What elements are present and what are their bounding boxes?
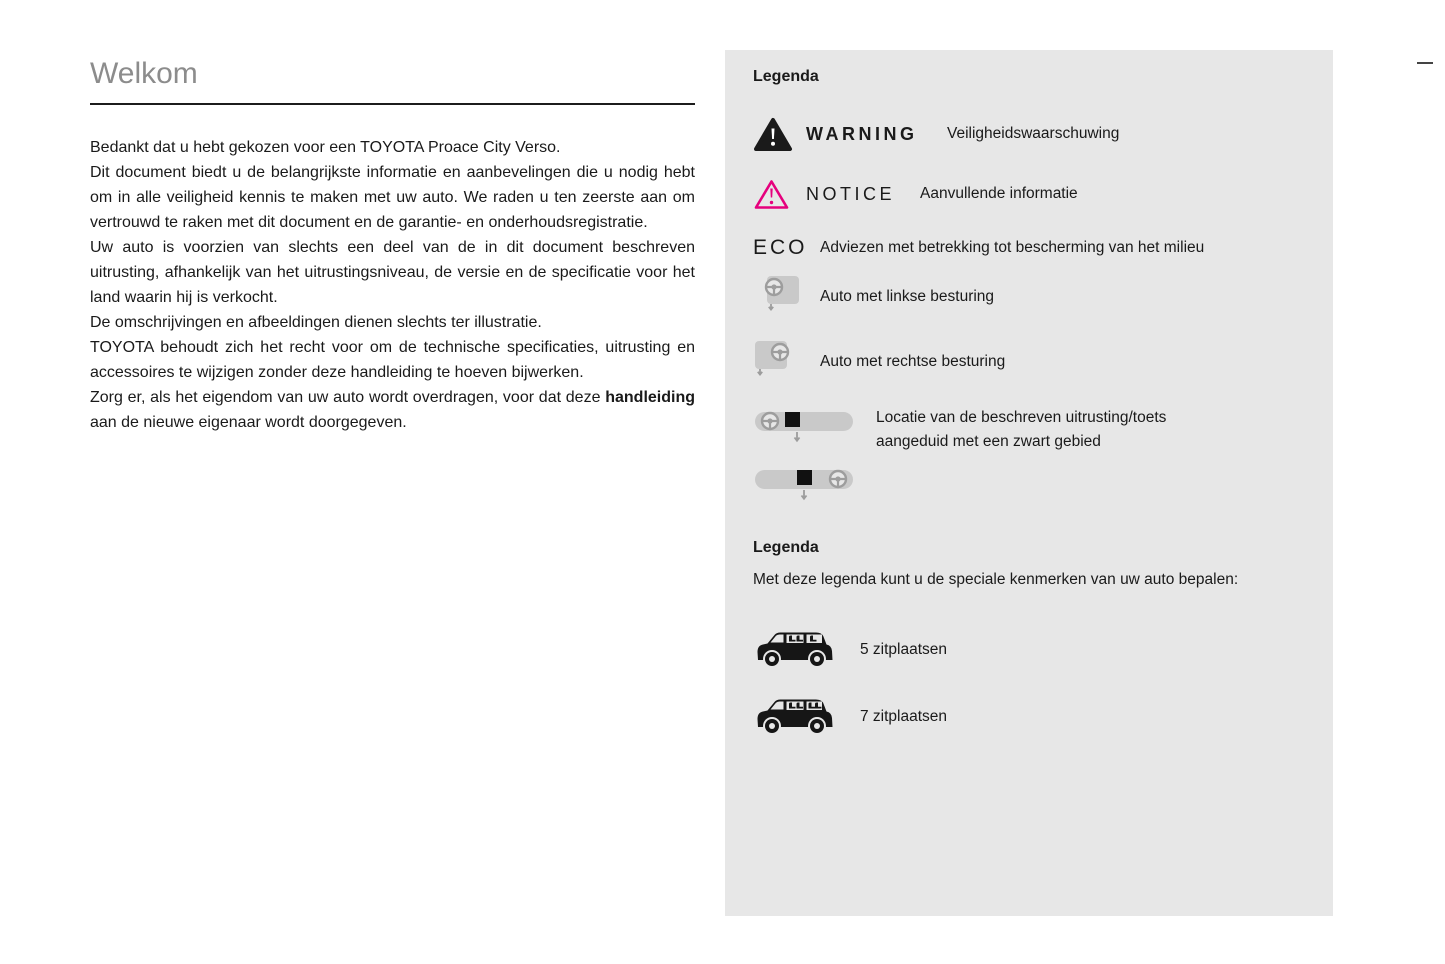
features-heading: Legenda bbox=[753, 539, 819, 556]
welcome-paragraph: De omschrijvingen en afbeeldingen dienen slechts ter illustratie. bbox=[90, 314, 542, 331]
welcome-paragraph: Bedankt dat u hebt gekozen voor een TOYOTA Proace City Verso. bbox=[90, 139, 561, 156]
legend-heading: Legenda bbox=[753, 68, 819, 85]
warning-label: WARNING bbox=[806, 123, 918, 144]
location-description: Locatie van de beschreven uitrusting/toets aangeduid met een zwart gebied bbox=[876, 409, 1167, 450]
warning-description: Veiligheidswaarschuwing bbox=[947, 125, 1120, 142]
legend-row-warning bbox=[753, 114, 1305, 154]
legend-panel bbox=[725, 50, 1333, 916]
notice-label: NOTICE bbox=[806, 183, 896, 204]
equipment-location-left-icon bbox=[753, 404, 876, 453]
closing-text-after: aan de nieuwe eigenaar wordt doorgegeven. bbox=[90, 414, 407, 431]
equipment-location-right-icon bbox=[753, 462, 876, 511]
welcome-paragraph: Uw auto is voorzien van slechts een deel van de in dit document beschreven uitrusting, afhankelijk van het uitrustingsniveau, de versie en de specificatie voor het land waarin hij is verkocht. bbox=[90, 239, 695, 306]
welcome-paragraph-closing bbox=[90, 385, 695, 435]
welcome-text bbox=[90, 135, 695, 435]
closing-bold-word: handleiding bbox=[605, 389, 695, 406]
steering-right-description: Auto met rechtse besturing bbox=[820, 352, 1006, 370]
page-corner-mark bbox=[1417, 62, 1433, 64]
warning-triangle-icon bbox=[753, 117, 806, 152]
legend-row-steering-right bbox=[753, 339, 1305, 384]
eco-label: ECO bbox=[753, 236, 808, 259]
feature-row-5-seats bbox=[753, 625, 1305, 674]
page-title: Welkom bbox=[90, 57, 198, 90]
feature-row-7-seats bbox=[753, 692, 1305, 741]
steering-left-description: Auto met linkse besturing bbox=[820, 287, 995, 305]
legend-row-location-right bbox=[753, 462, 1305, 511]
legend-row-notice bbox=[753, 176, 1305, 212]
legend-row-eco bbox=[753, 236, 1305, 260]
eco-description: Adviezen met betrekking tot bescherming van het milieu bbox=[820, 239, 1205, 256]
car-7-seats-icon bbox=[753, 692, 860, 741]
legend-row-steering-left bbox=[753, 274, 1305, 319]
closing-text-before: Zorg er, als het eigendom van uw auto wordt overdragen, voor dat deze bbox=[90, 389, 606, 406]
welcome-paragraph: Dit document biedt u de belangrijkste informatie en aanbevelingen die u nodig hebt om in alle veiligheid kennis te maken met uw auto. We raden u ten zeerste aan om vertrouwd te raken met dit document en de garantie- en onderhoudsregistratie. bbox=[90, 164, 695, 231]
welcome-section bbox=[90, 56, 695, 435]
features-intro: Met deze legenda kunt u de speciale kenmerken van uw auto bepalen: bbox=[753, 571, 1239, 588]
car-5-seats-icon bbox=[753, 625, 860, 674]
feature-7-seats-description: 7 zitplaatsen bbox=[860, 707, 948, 725]
notice-triangle-icon bbox=[753, 178, 806, 211]
steering-wheel-right-icon bbox=[753, 339, 820, 384]
steering-wheel-left-icon bbox=[753, 274, 820, 319]
legend-row-location bbox=[753, 404, 1305, 454]
feature-5-seats-description: 5 zitplaatsen bbox=[860, 640, 948, 658]
welcome-paragraph: TOYOTA behoudt zich het recht voor om de technische specificaties, uitrusting en accessoires te wijzigen zonder deze handleiding te hoeven bijwerken. bbox=[90, 339, 695, 381]
notice-description: Aanvullende informatie bbox=[920, 185, 1078, 202]
title-rule bbox=[90, 103, 695, 105]
